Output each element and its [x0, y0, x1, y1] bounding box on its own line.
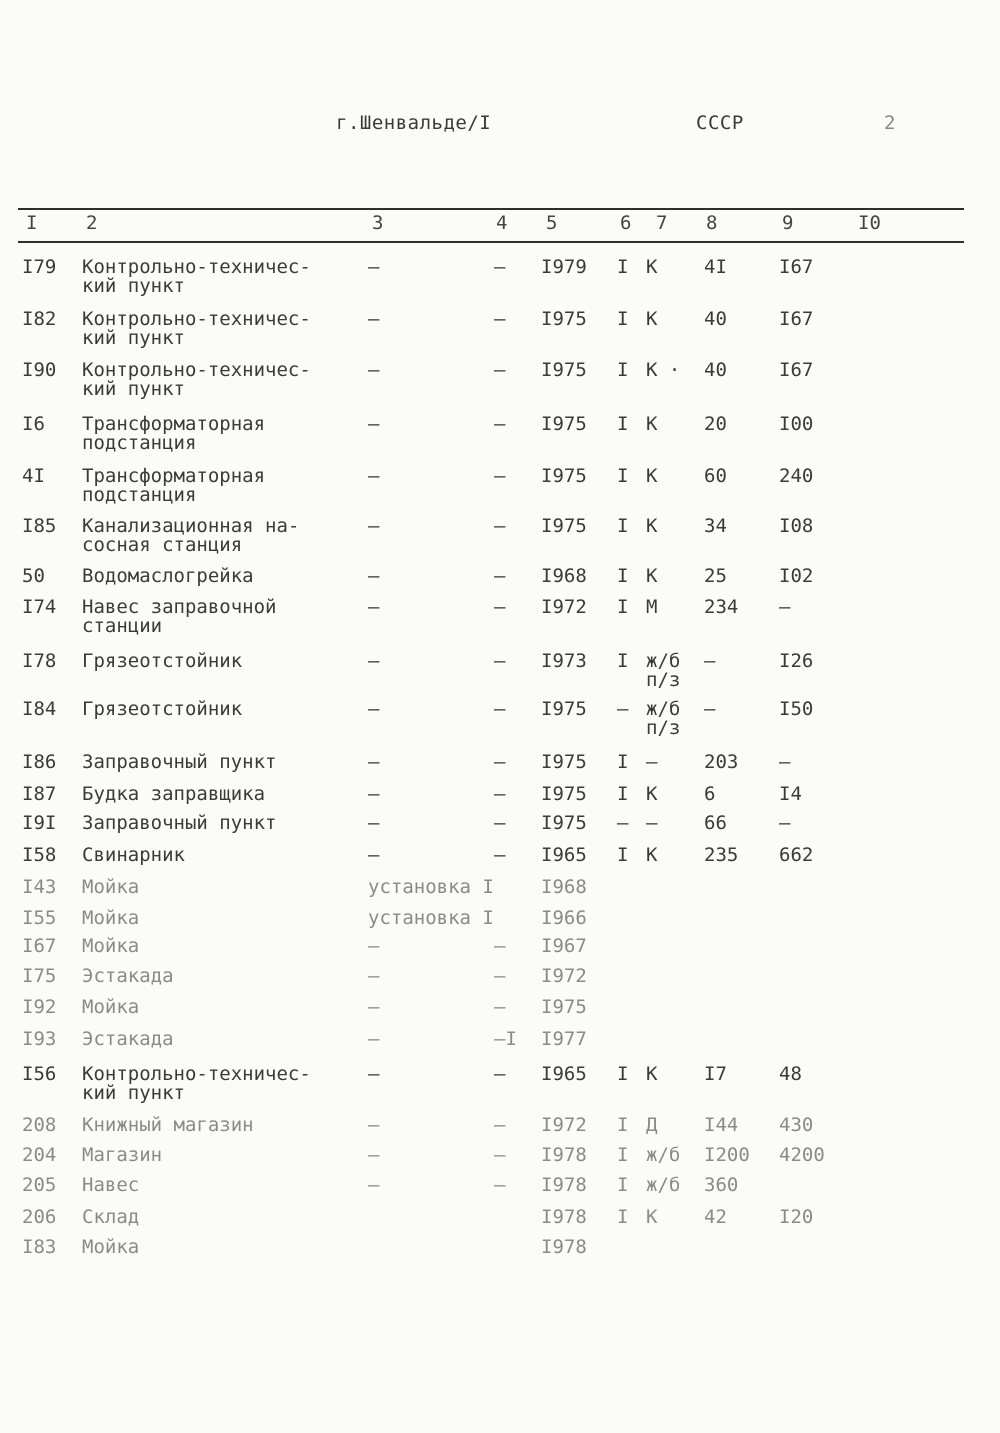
cell-year: I973	[541, 650, 587, 672]
cell-col6: I	[617, 783, 629, 805]
cell-name: Эстакада	[82, 1028, 174, 1050]
col-head-3: 3	[372, 212, 384, 234]
col-head-4: 4	[496, 212, 508, 234]
cell-year: I975	[541, 698, 587, 720]
cell-name: Магазин	[82, 1144, 163, 1166]
cell-name: Трансформаторная подстанция	[82, 413, 266, 454]
cell-col3: –	[368, 596, 380, 618]
cell-col6: I	[617, 359, 629, 381]
cell-number: I67	[22, 935, 57, 957]
cell-col4: –I	[494, 1028, 517, 1050]
cell-col9: I67	[779, 256, 814, 278]
cell-number: I92	[22, 996, 57, 1018]
cell-col6: I	[617, 1063, 629, 1085]
cell-col9: I02	[779, 565, 814, 587]
cell-name: Мойка	[82, 1236, 140, 1258]
cell-col4: –	[494, 1174, 506, 1196]
cell-col9: –	[779, 812, 791, 834]
cell-material: ж/б п/з	[646, 698, 681, 739]
cell-col3: –	[368, 650, 380, 672]
cell-year: I972	[541, 965, 587, 987]
cell-number: I6	[22, 413, 45, 435]
cell-year: I978	[541, 1236, 587, 1258]
cell-number: 4I	[22, 465, 45, 487]
cell-year: I975	[541, 413, 587, 435]
cell-col9: I00	[779, 413, 814, 435]
cell-col8: I7	[704, 1063, 727, 1085]
page-number: 2	[884, 112, 896, 134]
cell-name: Эстакада	[82, 965, 174, 987]
cell-col6: I	[617, 1206, 629, 1228]
cell-number: I90	[22, 359, 57, 381]
cell-col3: установка I	[368, 876, 494, 898]
cell-col3: –	[368, 996, 380, 1018]
cell-col3: –	[368, 812, 380, 834]
cell-col6: I	[617, 465, 629, 487]
cell-name: Контрольно-техничес- кий пункт	[82, 359, 311, 400]
cell-col3: –	[368, 413, 380, 435]
cell-year: I967	[541, 935, 587, 957]
cell-col4: –	[494, 565, 506, 587]
cell-col9: I67	[779, 359, 814, 381]
cell-col4: –	[494, 413, 506, 435]
cell-col8: 4I	[704, 256, 727, 278]
cell-col6: I	[617, 1144, 629, 1166]
cell-col8: 203	[704, 751, 739, 773]
cell-col6: I	[617, 256, 629, 278]
cell-col6: –	[617, 812, 629, 834]
cell-col9: 4200	[779, 1144, 825, 1166]
cell-material: Д	[646, 1114, 658, 1136]
col-head-1: I	[26, 212, 38, 234]
cell-material: К	[646, 844, 658, 866]
cell-name: Грязеотстойник	[82, 650, 243, 672]
cell-col8: I200	[704, 1144, 750, 1166]
cell-material: М	[646, 596, 658, 618]
cell-col6: I	[617, 413, 629, 435]
cell-number: I75	[22, 965, 57, 987]
cell-col9: I20	[779, 1206, 814, 1228]
cell-name: Канализационная на- сосная станция	[82, 515, 300, 556]
cell-number: I79	[22, 256, 57, 278]
cell-year: I975	[541, 751, 587, 773]
cell-col3: –	[368, 515, 380, 537]
cell-material: К	[646, 256, 658, 278]
cell-col9: I26	[779, 650, 814, 672]
cell-number: I9I	[22, 812, 57, 834]
cell-name: Контрольно-техничес- кий пункт	[82, 1063, 311, 1104]
cell-col9: I4	[779, 783, 802, 805]
cell-year: I975	[541, 996, 587, 1018]
cell-material: К	[646, 515, 658, 537]
cell-number: I83	[22, 1236, 57, 1258]
cell-name: Навес заправочной станции	[82, 596, 277, 637]
cell-col6: I	[617, 596, 629, 618]
cell-col8: 60	[704, 465, 727, 487]
col-head-8: 8	[706, 212, 718, 234]
cell-year: I975	[541, 812, 587, 834]
cell-number: 206	[22, 1206, 57, 1228]
cell-col3: –	[368, 1144, 380, 1166]
cell-col3: –	[368, 1114, 380, 1136]
col-head-10: I0	[858, 212, 881, 234]
cell-col6: I	[617, 751, 629, 773]
cell-col8: 25	[704, 565, 727, 587]
cell-year: I972	[541, 1114, 587, 1136]
cell-col4: –	[494, 935, 506, 957]
cell-col9: 662	[779, 844, 814, 866]
cell-material: ж/б	[646, 1174, 681, 1196]
cell-name: Мойка	[82, 907, 140, 929]
cell-col9: 430	[779, 1114, 814, 1136]
cell-name: Будка заправщика	[82, 783, 266, 805]
table-top-rule	[18, 208, 964, 210]
cell-col3: –	[368, 256, 380, 278]
cell-col8: 66	[704, 812, 727, 834]
cell-name: Мойка	[82, 996, 140, 1018]
cell-number: I84	[22, 698, 57, 720]
cell-year: I978	[541, 1144, 587, 1166]
cell-col4: –	[494, 1063, 506, 1085]
cell-col6: I	[617, 650, 629, 672]
cell-col8: 40	[704, 308, 727, 330]
cell-material: К	[646, 565, 658, 587]
cell-name: Грязеотстойник	[82, 698, 243, 720]
cell-number: I85	[22, 515, 57, 537]
header-country: СССР	[696, 112, 744, 134]
cell-col3: установка I	[368, 907, 494, 929]
cell-col3: –	[368, 359, 380, 381]
cell-col3: –	[368, 751, 380, 773]
cell-col6: I	[617, 515, 629, 537]
cell-col3: –	[368, 965, 380, 987]
cell-col3: –	[368, 1028, 380, 1050]
cell-number: I78	[22, 650, 57, 672]
col-head-9: 9	[782, 212, 794, 234]
cell-col6: I	[617, 565, 629, 587]
cell-col4: –	[494, 515, 506, 537]
cell-col8: 42	[704, 1206, 727, 1228]
header-place: г.Шенвальде/I	[336, 112, 492, 134]
cell-year: I975	[541, 465, 587, 487]
col-head-7: 7	[656, 212, 668, 234]
cell-col4: –	[494, 751, 506, 773]
cell-col3: –	[368, 465, 380, 487]
cell-name: Мойка	[82, 935, 140, 957]
cell-name: Книжный магазин	[82, 1114, 254, 1136]
cell-col8: 20	[704, 413, 727, 435]
cell-col6: I	[617, 1114, 629, 1136]
cell-year: I979	[541, 256, 587, 278]
cell-col8: 234	[704, 596, 739, 618]
cell-number: I82	[22, 308, 57, 330]
cell-col6: I	[617, 1174, 629, 1196]
cell-col4: –	[494, 844, 506, 866]
cell-col4: –	[494, 996, 506, 1018]
cell-col9: –	[779, 596, 791, 618]
cell-number: 205	[22, 1174, 57, 1196]
cell-col4: –	[494, 698, 506, 720]
cell-col8: –	[704, 650, 716, 672]
cell-col9: 48	[779, 1063, 802, 1085]
cell-number: I86	[22, 751, 57, 773]
cell-col8: 34	[704, 515, 727, 537]
col-head-6: 6	[620, 212, 632, 234]
cell-number: I56	[22, 1063, 57, 1085]
col-head-2: 2	[86, 212, 98, 234]
cell-col9: –	[779, 751, 791, 773]
cell-year: I975	[541, 515, 587, 537]
cell-col4: –	[494, 1144, 506, 1166]
cell-name: Заправочный пункт	[82, 751, 277, 773]
cell-name: Склад	[82, 1206, 140, 1228]
cell-year: I975	[541, 308, 587, 330]
cell-col3: –	[368, 935, 380, 957]
cell-col3: –	[368, 565, 380, 587]
cell-number: I87	[22, 783, 57, 805]
cell-col9: I67	[779, 308, 814, 330]
cell-material: ж/б	[646, 1144, 681, 1166]
cell-col8: 235	[704, 844, 739, 866]
cell-col4: –	[494, 965, 506, 987]
cell-year: I975	[541, 359, 587, 381]
cell-year: I966	[541, 907, 587, 929]
col-head-5: 5	[546, 212, 558, 234]
cell-col9: 240	[779, 465, 814, 487]
cell-col9: I50	[779, 698, 814, 720]
cell-material: К	[646, 783, 658, 805]
cell-col3: –	[368, 1063, 380, 1085]
cell-col3: –	[368, 308, 380, 330]
cell-number: I55	[22, 907, 57, 929]
cell-year: I965	[541, 844, 587, 866]
cell-material: ж/б п/з	[646, 650, 681, 691]
cell-number: I93	[22, 1028, 57, 1050]
cell-name: Заправочный пункт	[82, 812, 277, 834]
cell-number: 50	[22, 565, 45, 587]
cell-material: К	[646, 308, 658, 330]
cell-material: –	[646, 812, 658, 834]
table-header-rule	[18, 241, 964, 243]
cell-number: I74	[22, 596, 57, 618]
cell-col3: –	[368, 783, 380, 805]
cell-col8: –	[704, 698, 716, 720]
cell-material: К	[646, 465, 658, 487]
cell-name: Навес	[82, 1174, 140, 1196]
cell-year: I965	[541, 1063, 587, 1085]
cell-col4: –	[494, 783, 506, 805]
cell-year: I968	[541, 876, 587, 898]
cell-name: Мойка	[82, 876, 140, 898]
cell-col8: I44	[704, 1114, 739, 1136]
cell-material: К	[646, 413, 658, 435]
cell-material: К	[646, 1206, 658, 1228]
cell-material: К	[646, 1063, 658, 1085]
cell-number: I43	[22, 876, 57, 898]
cell-col4: –	[494, 596, 506, 618]
cell-year: I975	[541, 783, 587, 805]
cell-material: –	[646, 751, 658, 773]
cell-col6: I	[617, 844, 629, 866]
cell-col3: –	[368, 844, 380, 866]
cell-col4: –	[494, 359, 506, 381]
cell-number: I58	[22, 844, 57, 866]
cell-col6: I	[617, 308, 629, 330]
cell-year: I972	[541, 596, 587, 618]
cell-year: I978	[541, 1174, 587, 1196]
cell-name: Трансформаторная подстанция	[82, 465, 266, 506]
cell-col3: –	[368, 698, 380, 720]
cell-name: Контрольно-техничес- кий пункт	[82, 308, 311, 349]
cell-col4: –	[494, 308, 506, 330]
cell-col8: 6	[704, 783, 716, 805]
cell-col4: –	[494, 1114, 506, 1136]
cell-col4: –	[494, 650, 506, 672]
cell-col8: 360	[704, 1174, 739, 1196]
cell-col4: –	[494, 465, 506, 487]
cell-number: 204	[22, 1144, 57, 1166]
cell-number: 208	[22, 1114, 57, 1136]
cell-name: Контрольно-техничес- кий пункт	[82, 256, 311, 297]
cell-col4: –	[494, 812, 506, 834]
cell-year: I968	[541, 565, 587, 587]
cell-col9: I08	[779, 515, 814, 537]
cell-col3: –	[368, 1174, 380, 1196]
cell-year: I977	[541, 1028, 587, 1050]
cell-col4: –	[494, 256, 506, 278]
cell-material: К ·	[646, 359, 681, 381]
cell-col8: 40	[704, 359, 727, 381]
cell-name: Водомаслогрейка	[82, 565, 254, 587]
cell-year: I978	[541, 1206, 587, 1228]
cell-col6: –	[617, 698, 629, 720]
cell-name: Свинарник	[82, 844, 185, 866]
